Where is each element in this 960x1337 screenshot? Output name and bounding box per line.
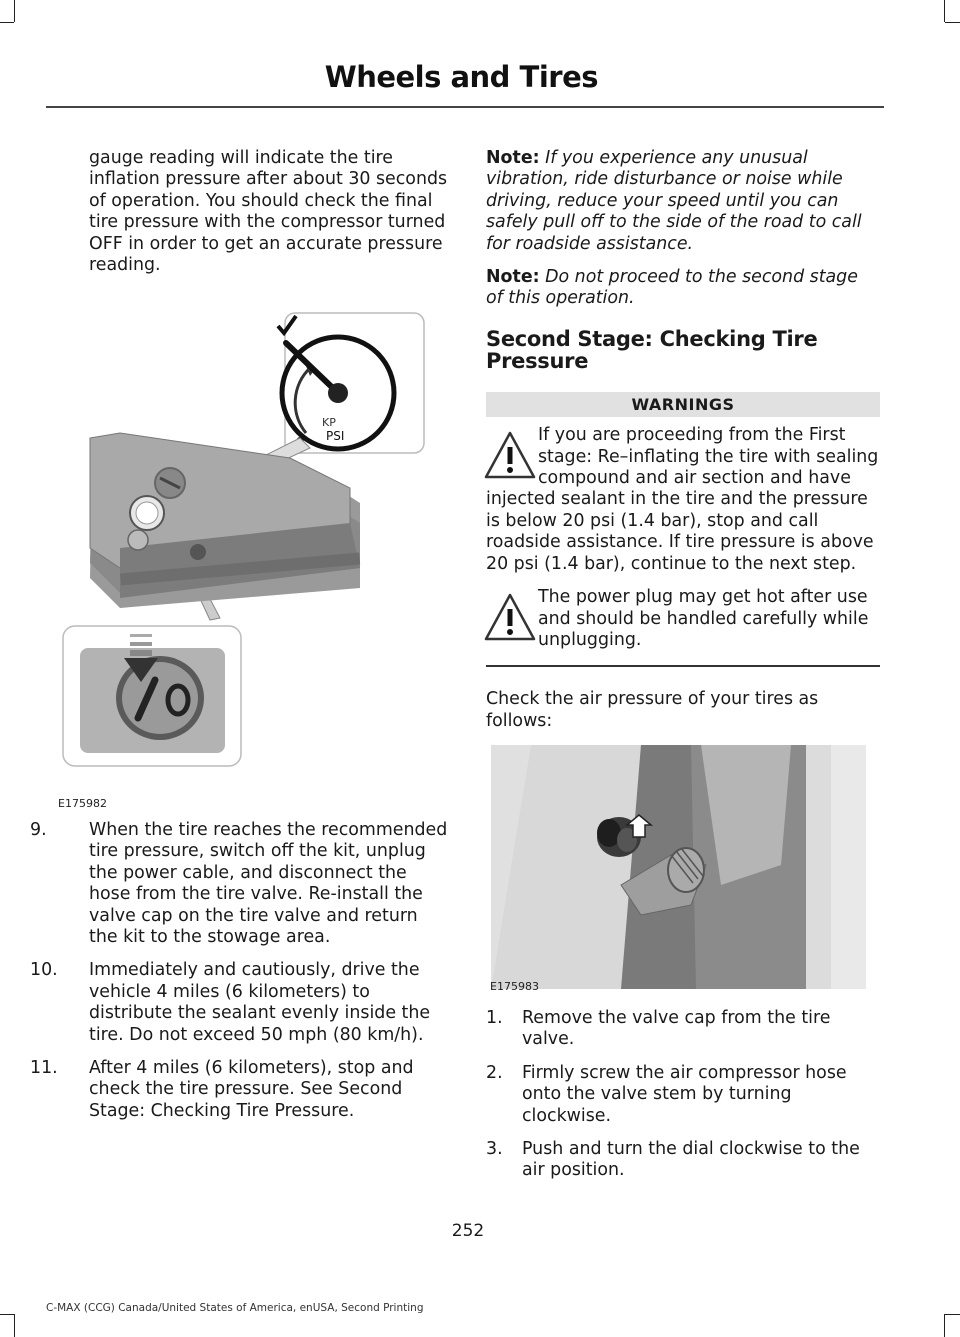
figure-code: E175982 xyxy=(58,797,107,810)
crop-mark xyxy=(944,0,945,22)
note-label: Note: xyxy=(486,267,540,288)
list-item xyxy=(30,1058,448,1122)
tire-valve-illustration xyxy=(491,745,866,989)
header-rule xyxy=(46,106,884,108)
warning-rule xyxy=(486,665,880,667)
crop-mark xyxy=(14,0,15,22)
step-text: After 4 miles (6 kilometers), stop and check the tire pressure. See Second Stage: Checking Tire Pressure. xyxy=(89,1058,414,1121)
warning-block xyxy=(486,425,880,575)
warning-triangle-icon xyxy=(484,429,536,481)
warning-block xyxy=(486,587,880,651)
compressor-illustration xyxy=(60,308,430,808)
crop-mark xyxy=(0,22,14,23)
crop-mark xyxy=(0,1314,14,1315)
crop-mark xyxy=(944,1314,945,1337)
step-text: Firmly screw the air compressor hose onto the valve stem by turning clockwise. xyxy=(522,1062,847,1126)
crop-mark xyxy=(945,22,960,23)
warning-triangle-icon xyxy=(484,591,536,643)
step-text: Remove the valve cap from the tire valve. xyxy=(522,1008,831,1050)
gauge-psi-label: PSI xyxy=(326,429,345,443)
intro-paragraph: gauge reading will indicate the tire inflation pressure after about 30 seconds of operation. You should check the final tire pressure with the compressor turned OFF in order to get an accurate pressure reading. xyxy=(89,148,448,276)
step-number: 1. xyxy=(486,1008,503,1028)
page-number: 252 xyxy=(451,1221,485,1241)
step-number: 2. xyxy=(486,1062,503,1083)
check-intro: Check the air pressure of your tires as follows: xyxy=(486,689,819,731)
warning-text: If you are proceeding from the First stage: Re–inflating the tire with sealing compound and air section and have injected sealant in the tire and the pressure is below 20 psi (1.4 bar), stop and call roadside assistance. If tire pressure is above 20 psi (1.4 bar), continue to the next step. xyxy=(486,425,879,574)
footer-text: C-MAX (CCG) Canada/United States of America, enUSA, Second Printing xyxy=(46,1302,424,1314)
warning-text: The power plug may get hot after use and should be handled carefully while unplugging. xyxy=(538,587,869,650)
note-text: If you experience any unusual vibration, ride disturbance or noise while driving, reduce your speed until you can safely pull off to the side of the road to call for roadside assistance. xyxy=(486,148,862,254)
gauge-kp-label: KP xyxy=(322,416,336,429)
list-item xyxy=(486,1139,880,1182)
step-number: 9. xyxy=(30,820,47,840)
tire-valve-figure xyxy=(491,745,866,989)
step-text: Push and turn the dial clockwise to the air position. xyxy=(522,1139,860,1181)
list-item xyxy=(486,1063,880,1127)
right-column xyxy=(486,148,880,744)
list-item xyxy=(486,1008,880,1051)
left-steps xyxy=(30,820,448,1134)
crop-mark xyxy=(945,1314,960,1315)
step-number: 11. xyxy=(30,1058,58,1079)
note-text: Do not proceed to the second stage of this operation. xyxy=(486,267,858,309)
note-label: Note: xyxy=(486,148,540,168)
note-paragraph xyxy=(486,267,880,310)
right-steps xyxy=(486,1008,880,1194)
step-number: 3. xyxy=(486,1139,503,1160)
compressor-figure xyxy=(60,308,430,808)
step-text: Immediately and cautiously, drive the vehicle 4 miles (6 kilometers) to distribute the sealant evenly inside the tire. Do not exceed 50 mph (80 km/h). xyxy=(89,960,431,1045)
crop-mark xyxy=(14,1314,15,1337)
page-title: Wheels and Tires xyxy=(324,60,598,94)
section-heading: Second Stage: Checking Tire Pressure xyxy=(486,326,818,373)
warnings-header: WARNINGS xyxy=(486,392,880,417)
step-text: When the tire reaches the recommended tire pressure, switch off the kit, unplug the power cable, and disconnect the hose from the tire valve. Re-install the valve cap on the tire valve and return the kit to the stowage area. xyxy=(89,820,448,948)
note-paragraph xyxy=(486,148,880,255)
list-item xyxy=(30,820,448,948)
list-item xyxy=(30,960,448,1046)
left-column xyxy=(30,148,448,288)
step-number: 10. xyxy=(30,960,58,981)
figure-code: E175983 xyxy=(490,980,539,993)
